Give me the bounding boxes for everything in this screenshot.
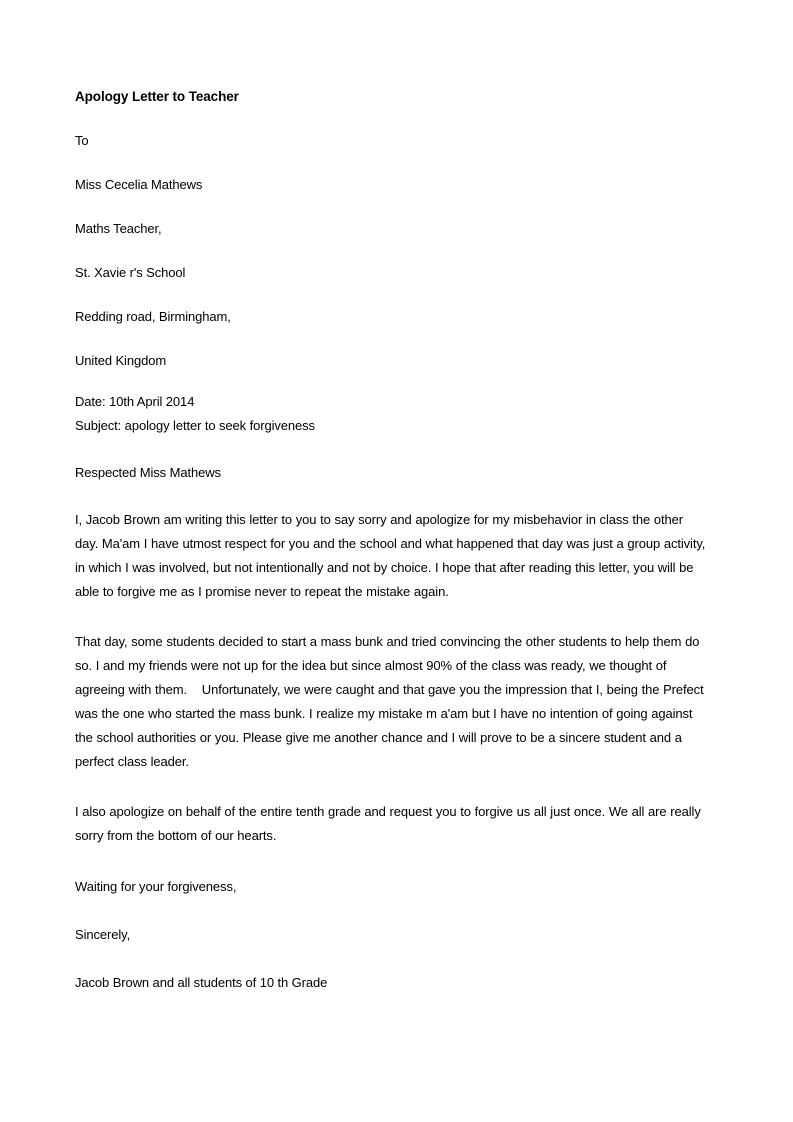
address-line-school: St. Xavie r's School (75, 265, 186, 280)
date-line: Date: 10th April 2014 (75, 394, 195, 409)
letter-meta-block (75, 390, 709, 438)
page-title: Apology Letter to Teacher (75, 89, 239, 104)
address-line-country: United Kingdom (75, 353, 167, 368)
body-paragraph-3: I also apologize on behalf of the entire tenth grade and request you to forgive us all just once. We all are really sorry from the bottom of our hearts. (75, 804, 705, 843)
salutation: Respected Miss Mathews (75, 465, 221, 480)
body-paragraphs (75, 508, 709, 848)
address-line-designation: Maths Teacher, (75, 221, 162, 236)
recipient-address-block (75, 132, 709, 370)
subject-line: Subject: apology letter to seek forgiveness (75, 418, 315, 433)
address-line-street: Redding road, Birmingham, (75, 309, 231, 324)
letter-body (75, 88, 709, 992)
closing-sincerely-line: Sincerely, (75, 927, 131, 942)
body-paragraph-1: I, Jacob Brown am writing this letter to you to say sorry and apologize for my misbehavior in class the other day. Ma'am I have utmost respect for you and the school and what happened that day was just a group activity, in which I was involved, but not intentionally and not by choice. I hope that after reading this letter, you will be able to forgive me as I promise never to repeat the mistake again. (75, 512, 710, 599)
body-paragraph-2: That day, some students decided to start a mass bunk and tried convincing the other students to help them do so. I and my friends were not up for the idea but since almost 90% of the class was ready, we thought of agreeing with them. Unfortunately, we were caught and that gave you the impression that I, being the Prefect was the one who started the mass bunk. I realize my mistake m a'am but I have no intention of going against the school authorities or you. Please give me another chance and I will prove to be a sincere student and a perfect class leader. (75, 634, 708, 769)
closing-waiting-line: Waiting for your forgiveness, (75, 879, 237, 894)
closing-block (75, 878, 709, 992)
address-line-to: To (75, 133, 89, 148)
signature-line: Jacob Brown and all students of 10 th Grade (75, 975, 328, 990)
address-line-name: Miss Cecelia Mathews (75, 177, 203, 192)
